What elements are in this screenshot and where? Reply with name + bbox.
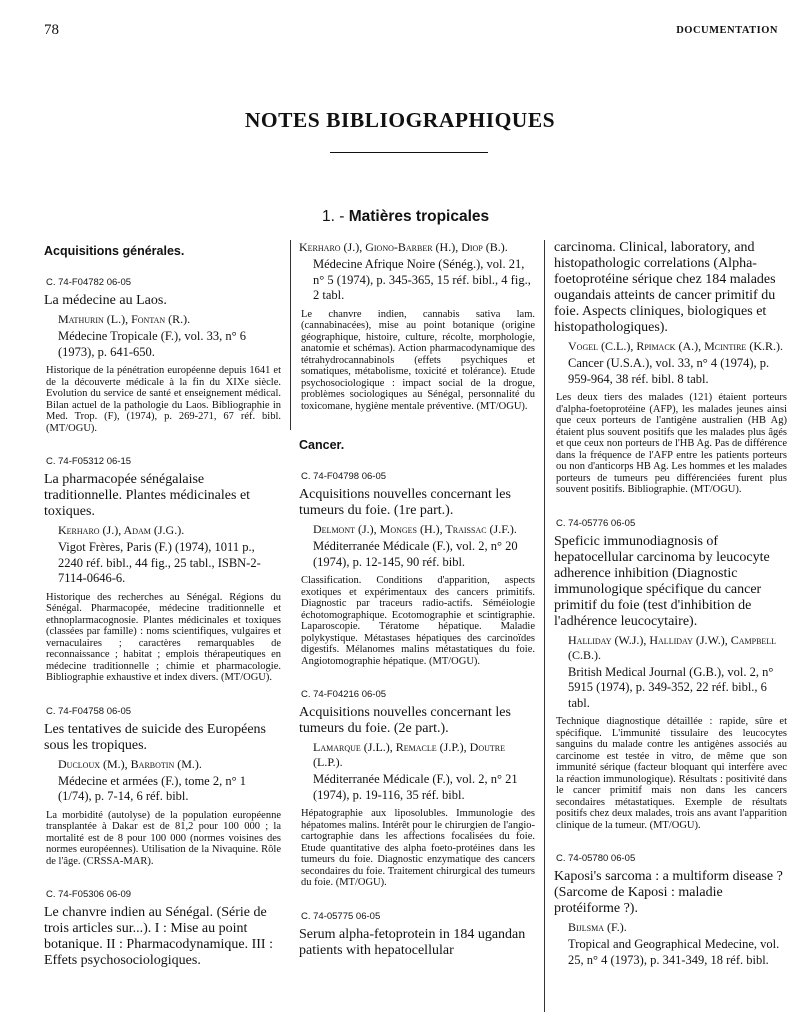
entry-title: Le chanvre indien au Sénégal. (Série de trois articles sur...). I : Mise au point botanique. II : Pharmacodynamique. III : Effets psychosociologiques. [44,905,273,968]
entry-title: Les tentatives de suicide des Européens sous les tropiques. [44,721,266,753]
entry-title: La médecine au Laos. [44,293,167,308]
entry-ref: C. 74-F04782 06-05 [46,277,132,288]
entry-title: Serum alpha-fetoprotein in 184 ugandan patients with hepatocellular [299,926,526,958]
entry [44,277,281,434]
entry-abstract: Les deux tiers des malades (121) étaient porteurs d'alpha-foetoprotéine (AFP), les malades jeunes ainsi que ceux porteurs de l'antigène australien (HB Ag) étaient plus souvent positifs que les malades plus âgés et que ceux non porteurs de l'HB Ag. Pas de différence dans la fréquence de l'AFP entre les patients porteurs ou non d'anticorps HB Ag. Les hommes et les malades porteurs de tumeurs peu différenciées furent plus souvent positifs. Bibliographie. (MT/OGU). [556,392,787,495]
column-divider-2 [544,240,545,1012]
section-label: Matières tropicales [348,208,490,225]
entry-ref: C. 74-F04758 06-05 [46,705,132,717]
entry-abstract: Classification. Conditions d'apparition, aspects exotiques et expérimentaux des cancers primitifs. Diagnostic par traceurs radio-actifs. Séméiologie échotomographique. Ecotomographie et scintigraphie. Laparoscopie. Tératome hépatique. Maladie polykystique. Métastases hépatiques des carcinoïdes digestifs. Mélanomes malins métastatiques du foie. Angiotomographie hépatique. (MT/OGU). [301,575,535,667]
page-number: 78 [44,22,59,38]
entry-title: Acquisitions nouvelles concernant les tumeurs du foie. (1re part.). [299,487,511,518]
entry [299,471,535,667]
column-3 [554,240,787,973]
entry-source: Vigot Frères, Paris (F.) (1974), 1011 p., 2240 réf. bibl., 44 fig., 25 tabl., ISBN-2-7114-0646-6. [58,540,261,585]
entry-source: Médecine Afrique Noire (Sénég.), vol. 21, n° 5 (1974), p. 345-365, 15 réf. bibl., 4 fig., 2 tabl. [313,257,531,302]
entry-authors: Bijlsma (F.). [568,920,627,934]
entry-source: Cancer (U.S.A.), vol. 33, n° 4 (1974), p. 959-964, 38 réf. bibl. 8 tabl. [568,356,770,386]
entry-title: Acquisitions nouvelles concernant les tumeurs du foie. (2e part.). [299,705,511,736]
entry-ref: C. 74-05775 06-05 [301,910,381,922]
page-title: NOTES BIBLIOGRAPHIQUES [244,108,556,132]
entry-ref: C. 74-05776 06-05 [556,517,636,529]
entry-ref: C. 74-F05312 06-15 [46,456,132,467]
entry-source: Tropical and Geographical Medecine, vol. 25, n° 4 (1973), p. 341-349, 18 réf. bibl. [568,937,780,967]
entry-abstract: La morbidité (autolyse) de la population européenne transplantée à Dakar est de 81,2 pour 100 000 ; la mortalité est de 8 pour 100 000 (normes voisines des normes européennes). Utilisation de la Nivaquine. Rôle de l'âge. (CRSSA-MAR). [46,809,281,867]
entry-authors: Delmont (J.), Monges (H.), Traissac (J.F.). [313,522,517,536]
entry-authors: Vogel (C.L.), Rpimack (A.), Mcintire (K.R.). [568,339,783,353]
entry-title: carcinoma. Clinical, laboratory, and histopathologic correlations (Alpha-foetoprotéine sérique chez 184 malades ougandais atteints de cancer primitif du foie. Aspects cliniques, biologiques et histopathologiques). [554,240,776,335]
entry-abstract: Historique des recherches au Sénégal. Régions du Sénégal. Pharmacopée, médecine traditionnelle et ethnoplarmacognosie. Plantes médicinales et toxiques (classées par famille) : noms scientifiques, vulgaires et vernaculaires ; caractères remarquables de reconnaissance ; habitat ; emplois thérapeutiques en médecine traditionnelle ; chimie et pharmacologie. Bibliographie exhaustive et index divers. (MT/OGU). [46,591,281,683]
running-head: DOCUMENTATION [676,25,778,36]
entry-ref: C. 74-F04216 06-05 [301,689,387,700]
entry [44,456,281,684]
entry-source: Médecine Tropicale (F.), vol. 33, n° 6 (1973), p. 641-650. [58,329,247,359]
entry [554,518,787,832]
section-heading [322,208,489,226]
entry-authors: Ducloux (M.), Barbotin (M.). [58,756,202,771]
column-2 [299,240,535,962]
subheading-acquisitions: Acquisitions générales. [44,244,185,258]
entry [44,889,281,969]
subheading-cancer: Cancer. [299,438,345,452]
entry-title: La pharmacopée sénégalaise traditionnelle. Plantes médicinales et toxiques. [44,472,251,519]
column-1 [44,240,281,972]
entry-abstract: Hépatographie aux liposolubles. Immunologie des hépatomes malins. Intérêt pour le chirurgien de l'angio-cartographie dans les affections focalisées du foie. Etude quantitative des alpha foeto-protéines dans les tumeurs du foie. Diagnostic enzymatique des cancers secondaires du foie. Traitement chirurgical des tumeurs du foie. (MT/OGU). [301,808,535,888]
entry-abstract: Technique diagnostique détaillée : rapide, sûre et spécifique. L'immunité tissulaire des leucocytes sanguins du malade contre les antigènes associés au carcinome est testée in vitro, de même que son immunité sérique (facteur bloquant qui interfère avec la réaction immunologique). Résultats : positivité dans le cancer primitif mais non dans les cancers secondaires métastatiques. Exemple de résultats positifs chez deux malades, trois ans avant l'apparition clinique de la tumeur. (MT/OGU). [556,716,787,831]
entry-title: Kaposi's sarcoma : a multiform disease ? (Sarcome de Kaposi : maladie protéiforme ?). [554,869,783,916]
title-rule [330,152,488,153]
entry-source: British Medical Journal (G.B.), vol. 2, n° 5915 (1974), p. 349-352, 22 réf. bibl., 6 tabl. [568,664,774,710]
entry-source: Méditerranée Médicale (F.), vol. 2, n° 20 (1974), p. 12-145, 90 réf. bibl. [313,539,518,569]
entry-ref: C. 74-05780 06-05 [556,853,636,864]
entry [299,689,535,889]
entry-authors: Kerharo (J.), Adam (J.G.). [58,523,185,537]
entry-authors: Mathurin (L.), Fontan (R.). [58,312,191,326]
entry-source: Médecine et armées (F.), tome 2, n° 1 (1/74), p. 7-14, 6 réf. bibl. [58,773,246,803]
entry-authors: Kerharo (J.), Giono-Barber (H.), Diop (B.). [299,240,508,254]
entry-authors: Lamarque (J.L.), Remacle (J.P.), Doutre (L.P.). [313,740,505,769]
entry [299,911,535,959]
entry [554,853,787,968]
entry-abstract: Historique de la pénétration européenne depuis 1641 et de la découverte médicale à la fin du XIXe siècle. Evolution du service de santé et enseignement médical. Bilan actuel de la pathologie du Laos. Bibliographie in Med. Trop. (F), (1974), p. 269-271, 67 réf. bibl. (MT/OGU). [46,365,281,434]
column-divider-1 [290,240,291,430]
entry-source: Méditerranée Médicale (F.), vol. 2, n° 21 (1974), p. 19-116, 35 réf. bibl. [313,772,518,802]
entry-authors: Halliday (W.J.), Halliday (J.W.), Campbell (C.B.). [568,632,777,662]
entry-abstract: Le chanvre indien, cannabis sativa lam. (cannabinacées), mise au point botanique (origine géographique, histoire, culture, récolte, morphologie, anatomie et schémas). Action pharmacodynamique des tétrahydrocannabinols (effets psychiques et somatiques, métabolisme, toxicité et tolérance). Etude psychosociologique : impact social de la drogue, problèmes sociologiques au Sénégal, personnalité du toxicomane, hygiène mentale préventive. (MT/OGU). [301,308,535,412]
entry-ref: C. 74-F05306 06-09 [46,889,132,900]
entry-title: Speficic immunodiagnosis of hepatocellular carcinoma by leucocyte adherence inhibition (Diagnostic immunologique spécifique du cancer primitif du foie (test d'inhibition de l'adhérence leucocytaire). [554,533,770,629]
entry-ref: C. 74-F04798 06-05 [301,471,387,482]
entry [44,706,281,868]
section-number: 1. - [322,208,345,225]
